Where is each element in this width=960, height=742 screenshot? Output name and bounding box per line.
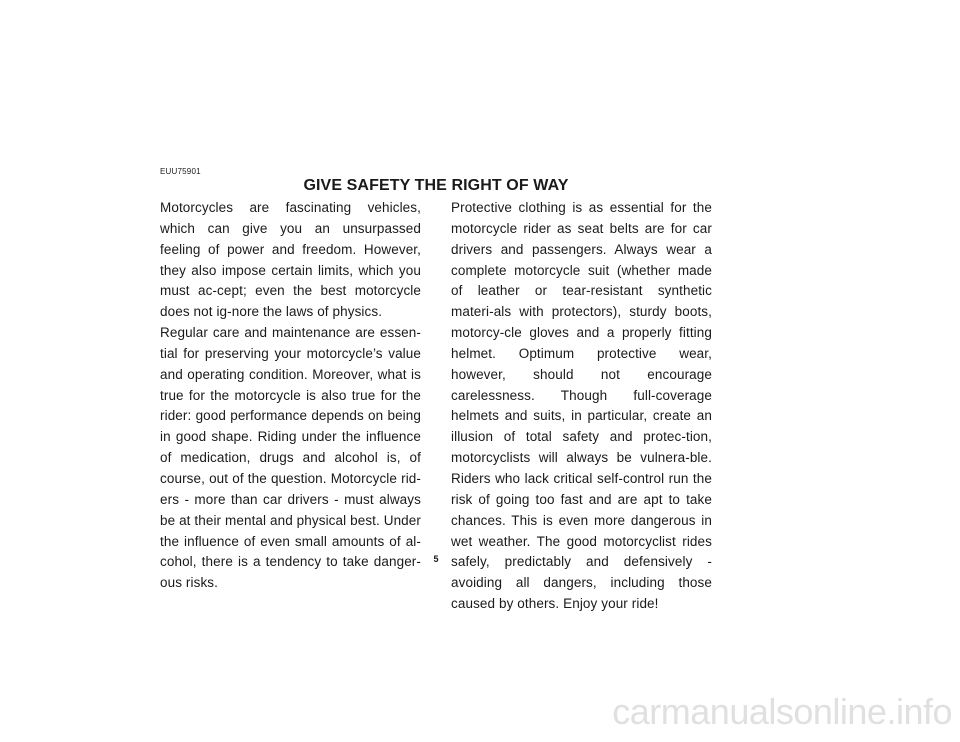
section-code: EUU75901 bbox=[160, 167, 201, 176]
watermark: carmanualsonline.info bbox=[612, 691, 952, 732]
paragraph-maintenance: Regular care and maintenance are essen-tial for preserving your motorcycle’s value and operating condition. Moreover, what is true for the motorcycle is also true for the rider: good performance depends on being in good shape. Riding under the influence of medication, drugs and alcohol is, of course, out of the question. Motorcycle rid-ers - more than car drivers - must always be at their mental and physical best. Under the influence of even small amounts of al-cohol, there is a tendency to take danger-ous risks. bbox=[160, 325, 421, 591]
page-number: 5 bbox=[433, 554, 439, 564]
paragraph-motorcycles: Motorcycles are fascinating vehicles, which can give you an unsurpassed feeling of power and freedom. However, they also impose certain limits, which you must ac-cept; even the best motorcycle does not ig-nore the laws of physics. bbox=[160, 200, 421, 320]
paragraph-protective-clothing: Protective clothing is as essential for the motorcycle rider as seat belts are for car drivers and passengers. Always wear a complete motorcycle suit (whether made of leather or tear-resistant synthetic materi-als with protectors), sturdy boots, motorcy-cle gloves and a properly fitting helmet. Optimum protective wear, however, should not encourage carelessness. Though full-coverage helmets and suits, in particular, create an illusion of total safety and protec-tion, motorcyclists will always be vulnera-ble. Riders who lack critical self-control run the risk of going too fast and are apt to take chances. This is even more dangerous in wet weather. The good motorcyclist rides safely, predictably and defensively - avoiding all dangers, including those caused by others. Enjoy your ride! bbox=[451, 200, 712, 612]
right-column bbox=[451, 198, 712, 615]
left-column bbox=[160, 198, 421, 594]
page-title: GIVE SAFETY THE RIGHT OF WAY bbox=[303, 177, 569, 194]
